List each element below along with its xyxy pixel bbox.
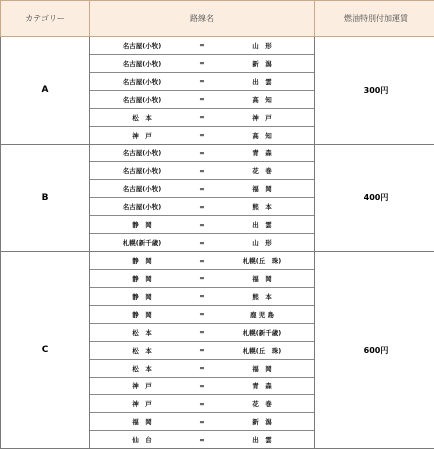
route-row: [90, 180, 314, 198]
route-separator: =: [199, 435, 205, 444]
route-destination: 出 雲: [252, 221, 272, 230]
route-destination: 出 雲: [252, 77, 272, 86]
route-destination: 新 潟: [252, 59, 272, 68]
route-destination: 青 森: [252, 382, 272, 391]
route-separator: =: [199, 274, 205, 283]
route-origin: 名古屋(小牧): [122, 59, 162, 68]
route-destination: 鹿 児 島: [249, 310, 275, 319]
route-separator: =: [199, 417, 205, 426]
route-separator: =: [199, 399, 205, 408]
route-origin: 名古屋(小牧): [122, 149, 162, 158]
route-destination: 福 岡: [252, 364, 272, 373]
route-destination: 山 形: [252, 239, 272, 248]
route-origin: 名古屋(小牧): [122, 185, 162, 194]
category-cell: A: [1, 37, 90, 145]
fee-cell: 300円: [315, 37, 434, 145]
route-origin: 名古屋(小牧): [122, 95, 162, 104]
route-separator: =: [199, 77, 205, 86]
header-route: 路線名: [90, 1, 315, 37]
route-origin: 静 岡: [132, 257, 152, 266]
route-list: [90, 37, 315, 145]
route-origin: 仙 台: [132, 436, 152, 445]
route-destination: 福 岡: [252, 185, 272, 194]
route-row: [90, 395, 314, 413]
route-origin: 名古屋(小牧): [122, 41, 162, 50]
route-origin: 松 本: [132, 328, 152, 337]
route-row: [90, 252, 314, 270]
route-destination: 出 雲: [252, 436, 272, 445]
route-row: [90, 198, 314, 216]
route-origin: 松 本: [132, 113, 152, 122]
route-origin: 静 岡: [132, 221, 152, 230]
route-origin: 静 岡: [132, 310, 152, 319]
route-row: [90, 162, 314, 180]
route-row: [90, 127, 314, 144]
route-separator: =: [199, 238, 205, 247]
route-destination: 高 知: [252, 131, 272, 140]
route-separator: =: [199, 148, 205, 157]
route-origin: 名古屋(小牧): [122, 167, 162, 176]
route-row: [90, 109, 314, 127]
route-destination: 花 巻: [252, 167, 272, 176]
category-row-1: [1, 144, 434, 252]
route-separator: =: [199, 256, 205, 265]
route-row: [90, 413, 314, 431]
table-body: [1, 37, 434, 449]
route-separator: =: [199, 202, 205, 211]
route-separator: =: [199, 113, 205, 122]
table-header-row: [1, 1, 434, 37]
route-destination: 札幌(丘 珠): [242, 346, 282, 355]
route-row: [90, 324, 314, 342]
category-row-0: [1, 37, 434, 145]
route-destination: 新 潟: [252, 418, 272, 427]
route-separator: =: [199, 381, 205, 390]
route-origin: 松 本: [132, 364, 152, 373]
route-destination: 熊 本: [252, 292, 272, 301]
route-destination: 熊 本: [252, 203, 272, 212]
category-cell: B: [1, 144, 90, 252]
route-row: [90, 270, 314, 288]
route-separator: =: [199, 292, 205, 301]
route-row: [90, 55, 314, 73]
route-row: [90, 342, 314, 360]
route-separator: =: [199, 41, 205, 50]
route-destination: 山 形: [252, 41, 272, 50]
route-row: [90, 37, 314, 55]
route-row: [90, 360, 314, 378]
route-row: [90, 234, 314, 251]
route-destination: 花 巻: [252, 400, 272, 409]
category-cell: C: [1, 252, 90, 449]
header-fee: 燃油特別付加運賃: [315, 1, 434, 37]
route-row: [90, 145, 314, 163]
header-category: カテゴリー: [1, 1, 90, 37]
category-row-2: [1, 252, 434, 449]
fee-cell: 400円: [315, 144, 434, 252]
route-separator: =: [199, 59, 205, 68]
route-separator: =: [199, 310, 205, 319]
route-row: [90, 306, 314, 324]
route-row: [90, 216, 314, 234]
route-origin: 静 岡: [132, 292, 152, 301]
route-separator: =: [199, 328, 205, 337]
route-origin: 名古屋(小牧): [122, 77, 162, 86]
route-destination: 青 森: [252, 149, 272, 158]
route-origin: 神 戸: [132, 382, 152, 391]
route-separator: =: [199, 364, 205, 373]
route-separator: =: [199, 131, 205, 140]
route-separator: =: [199, 184, 205, 193]
route-destination: 札幌(新千歳): [242, 328, 282, 337]
route-origin: 静 岡: [132, 274, 152, 283]
route-origin: 神 戸: [132, 131, 152, 140]
route-list: [90, 144, 315, 252]
route-origin: 札幌(新千歳): [122, 239, 162, 248]
route-row: [90, 431, 314, 448]
route-separator: =: [199, 95, 205, 104]
route-origin: 福 岡: [132, 418, 152, 427]
route-destination: 札幌(丘 珠): [242, 257, 282, 266]
route-separator: =: [199, 166, 205, 175]
route-separator: =: [199, 346, 205, 355]
route-destination: 神 戸: [252, 113, 272, 122]
route-list: [90, 252, 315, 449]
route-origin: 神 戸: [132, 400, 152, 409]
route-row: [90, 91, 314, 109]
route-row: [90, 288, 314, 306]
fee-cell: 600円: [315, 252, 434, 449]
route-origin: 松 本: [132, 346, 152, 355]
route-destination: 福 岡: [252, 274, 272, 283]
route-destination: 高 知: [252, 95, 272, 104]
route-origin: 名古屋(小牧): [122, 203, 162, 212]
route-row: [90, 378, 314, 396]
route-separator: =: [199, 220, 205, 229]
route-row: [90, 73, 314, 91]
